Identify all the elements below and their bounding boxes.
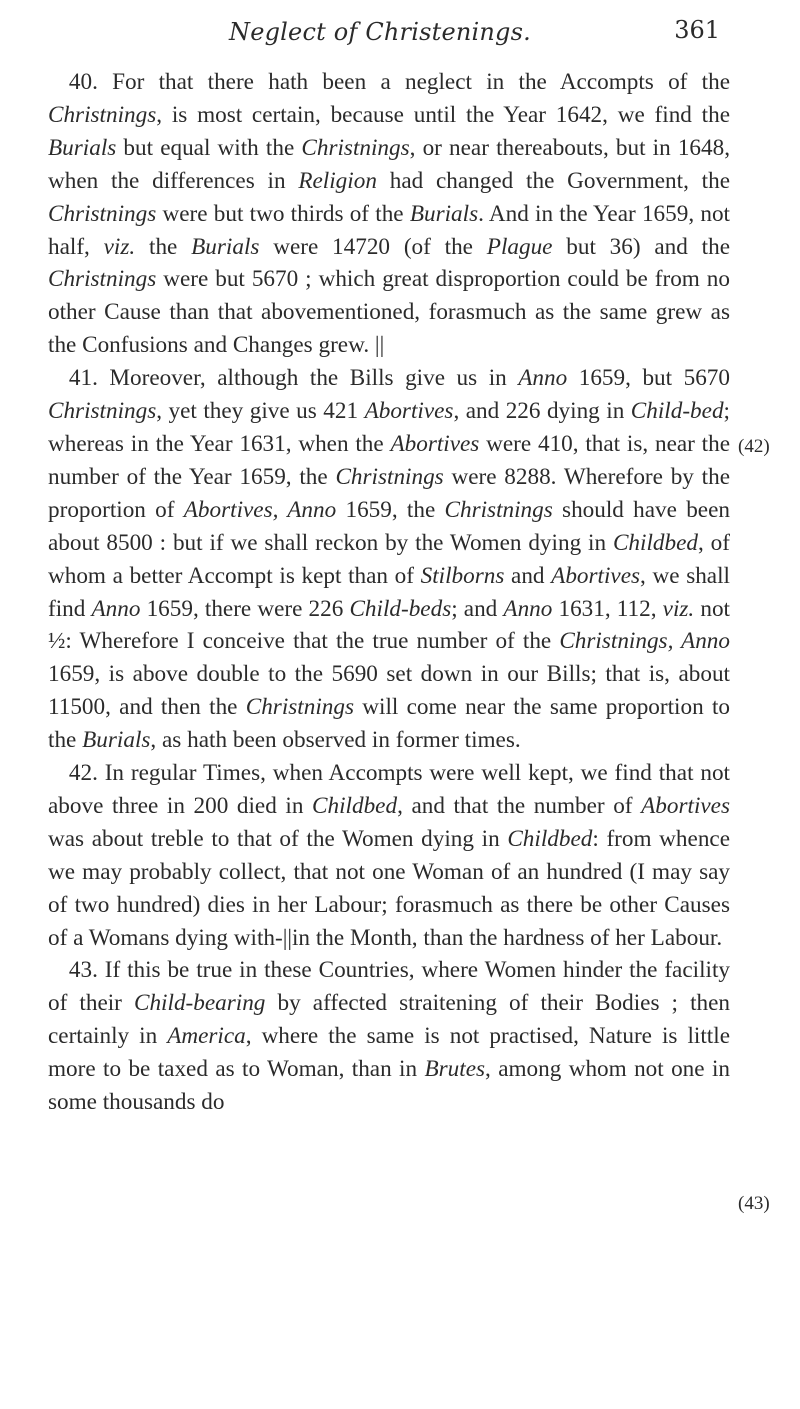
margin-note-43: (43) (738, 1193, 770, 1214)
paragraph-42: 42. In regular Times, when Accompts were well kept, we find that not above three in 200 died in Childbed, and that the number of Abortives was about treble to that of the Women dying in Childbed: from whence we may probably collect, that not one Woman of an hundred (I may say of two hundred) dies in her Labour; forasmuch as there be other Causes of a Womans dying with-||in the Month, than the hardness of her Labour. (48, 760, 730, 951)
fraction-half: ½ (48, 628, 66, 655)
running-title: Neglect of Christenings. (229, 18, 531, 46)
paragraph-40: 40. For that there hath been a neglect in the Accompts of the Christnings, is most certain, because until the Year 1642, we find the Burials but equal with the Christnings, or near thereabouts, but in 1648, when the differences in Religion had changed the Government, the Christnings were but two thirds of the Burials. And in the Year 1659, not half, viz. the Burials were 14720 (of the Plague but 36) and the Christnings were but 5670 ; which great disproportion could be from no other Cause than that abovementioned, forasmuch as the same grew as the Confusions and Changes grew. || (48, 69, 730, 359)
paragraph-43: 43. If this be true in these Countries, where Women hinder the facility of their Child-bearing by affected straitening of their Bodies ; then certainly in America, where the same is not practised, Nature is little more to be taxed as to Woman, than in Brutes, among whom not one in some thousands do (48, 957, 731, 1116)
body-text (48, 66, 730, 1119)
page-number: 361 (674, 16, 720, 44)
paragraph-41: 41. Moreover, although the Bills give us in Anno 1659, but 5670 Christnings, yet they give us 421 Abortives, and 226 dying in Child-bed; whereas in the Year 1631, when the Abortives were 410, that is, near the number of the Year 1659, the Christnings were 8288. Wherefore by the proportion of Abortives, Anno 1659, the Christnings should have been about 8500 : but if we shall reckon by the Women dying in Childbed, of whom a better Accompt is kept than of Stilborns and Abortives, we shall find Anno 1659, there were 226 Child-beds; and Anno 1631, 112, viz. not ½: Wherefore I conceive that the true number of the Christnings, Anno 1659, is above double to the 5690 set down in our Bills; that is, about 11500, and then the Christnings will come near the same proportion to the Burials, as hath been observed in former times. (48, 365, 730, 754)
margin-note-42: (42) (738, 436, 770, 457)
